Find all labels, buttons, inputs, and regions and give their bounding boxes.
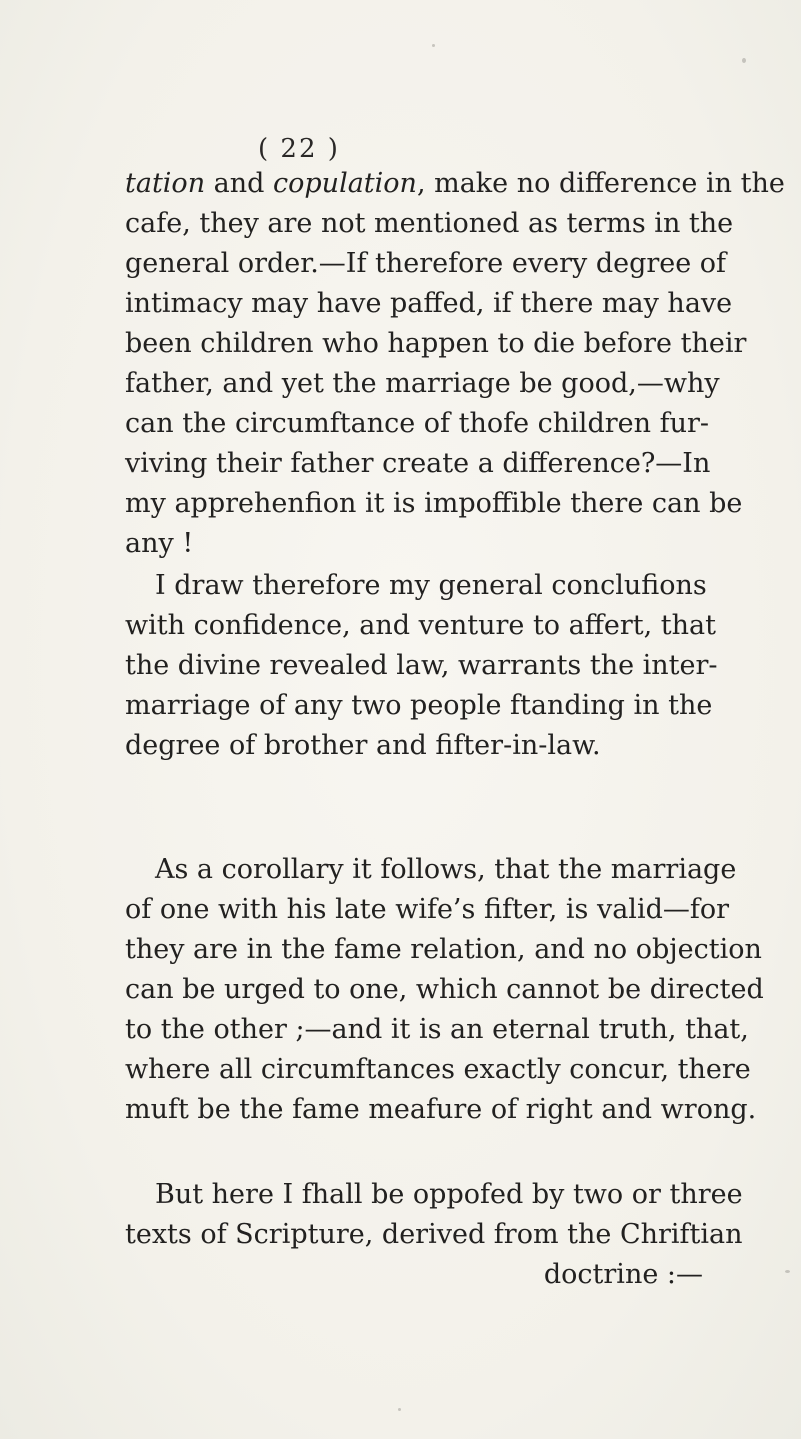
paper-speck xyxy=(785,1270,790,1273)
paper-speck xyxy=(432,44,435,47)
text-line: general order.—If therefore every degree of xyxy=(125,248,727,279)
text-line: of one with his late wife’s fifter, is valid—for xyxy=(125,894,730,925)
paragraph-1 xyxy=(125,164,785,564)
text-line: But here I fhall be oppofed by two or three xyxy=(155,1179,743,1210)
page-number: ( 22 ) xyxy=(258,134,340,164)
text-line: where all circumftances exactly concur, there xyxy=(125,1054,751,1085)
paper-speck xyxy=(398,1408,401,1411)
text-line: intimacy may have paffed, if there may have xyxy=(125,288,733,319)
text-line: to the other ;—and it is an eternal truth, that, xyxy=(125,1014,749,1045)
paper-speck xyxy=(742,58,746,63)
text-line: viving their father create a difference?—In xyxy=(125,448,711,479)
text-line: can be urged to one, which cannot be directed xyxy=(125,974,764,1005)
italic-word: copulation xyxy=(273,168,417,199)
paragraph-4 xyxy=(125,1175,743,1295)
text-line: texts of Scripture, derived from the Chriftian xyxy=(125,1219,743,1250)
text-line: can the circumftance of thofe children fur- xyxy=(125,408,709,439)
text-line: As a corollary it follows, that the marriage xyxy=(155,854,737,885)
text-line: tation and copulation, make no difference in the xyxy=(125,168,785,199)
text-line: cafe, they are not mentioned as terms in the xyxy=(125,208,734,239)
paragraph-3 xyxy=(125,850,764,1130)
text-line: I draw therefore my general conclufions xyxy=(155,570,707,601)
catchword: doctrine :— xyxy=(543,1259,703,1290)
text-line: degree of brother and fifter-in-law. xyxy=(125,730,601,761)
text-line: marriage of any two people ftanding in the xyxy=(125,690,713,721)
text-line: my apprehenfion it is impoffible there can be xyxy=(125,488,743,519)
text-line: they are in the fame relation, and no objection xyxy=(125,934,762,965)
text-line: the divine revealed law, warrants the inter- xyxy=(125,650,718,681)
text-line: with confidence, and venture to affert, that xyxy=(125,610,716,641)
text-line: muft be the fame meafure of right and wrong. xyxy=(125,1094,757,1125)
italic-word: tation xyxy=(125,168,206,199)
text-line: been children who happen to die before their xyxy=(125,328,747,359)
text-line: father, and yet the marriage be good,—why xyxy=(125,368,720,399)
paragraph-2 xyxy=(125,566,718,766)
text-line: any ! xyxy=(125,528,194,559)
